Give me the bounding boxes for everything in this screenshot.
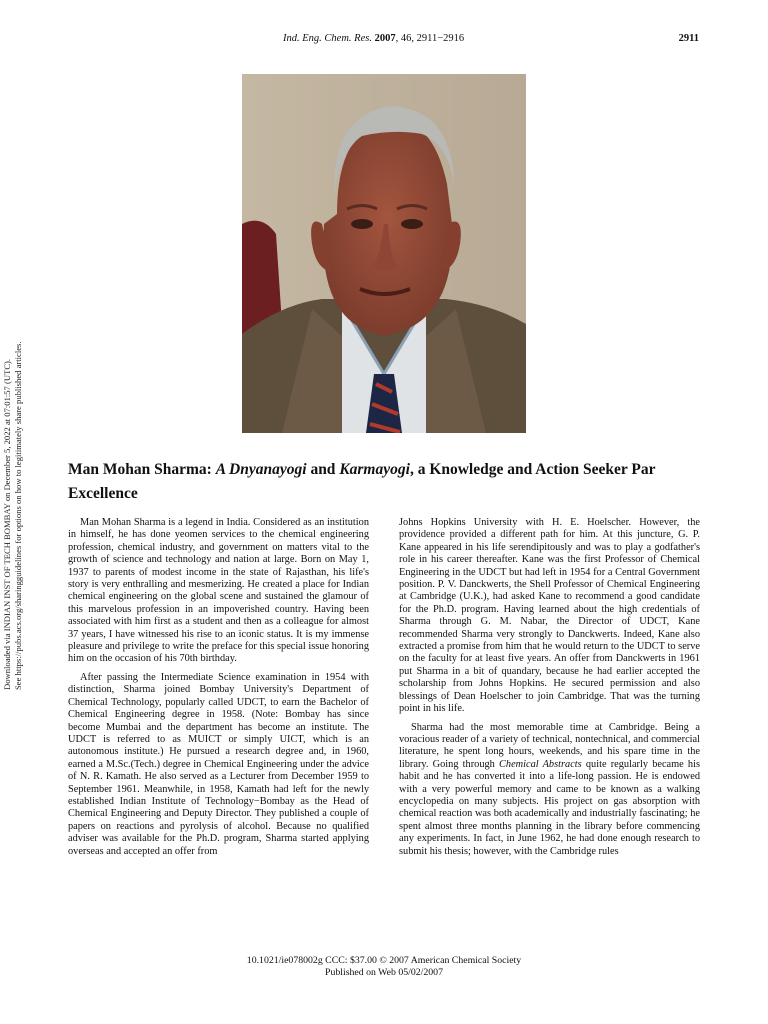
running-header: [0, 33, 768, 49]
paragraph: Man Mohan Sharma is a legend in India. Considered as an institution in himself, he has done yeomen services to the chemical engineering profession, chemical industry, and government on matters vital to the growth of science and technology and nation at large. Born on May 1, 1937 to parents of modest income in the state of Rajasthan, his life's story is very enthralling and mesmerizing. He created a place for Indian chemical engineering on the global scene and sustained the glamour of this marvelous profession in an impoverished country. Having been associated with him first as a student and then as a colleague for almost 37 years, I have witnessed his rise to an iconic status. It is my immense pleasure and privilege to write the preface for this special issue honoring him on the occasion of his 70th birthday.: [68, 517, 369, 665]
chemical-abstracts-title: Chemical Abstracts: [499, 758, 582, 770]
title-rest: , a Knowledge and Action Seeker Par Excellence: [68, 461, 656, 502]
article-title: [68, 458, 708, 506]
download-notice-line-1: Downloaded via INDIAN INST OF TECH BOMBAY on December 5, 2022 at 07:01:57 (UTC).: [2, 358, 12, 690]
right-column: [399, 517, 700, 864]
title-and: and: [306, 461, 340, 478]
paragraph-text: Sharma had the most memorable time at Cambridge. Being a voracious reader of a variety of technical, nontechnical, and commercial literature, he spent long hours, weekends, and his spare time in the library. Going through: [399, 721, 700, 770]
journal-pages: 2911−2916: [416, 33, 465, 44]
paragraph: After passing the Intermediate Science examination in 1954 with distinction, Sharma joined Bombay University's Department of Chemical Technology, popularly called UDCT, to earn the Bachelor of Chemical Engineering degree in 1958. (Note: Bombay has since become Mumbai and the department has become an institute. The UDCT is referred to as MUICT or simply UICT, which is an autonomous institute.) He pursued a research degree and, in 1960, earned a M.Sc.(Tech.) degree in Chemical Engineering under the advice of N. R. Kamath. He also served as a Lecturer from December 1959 to September 1961. Meanwhile, in 1958, Kamath had left for the newly established Indian Institute of Technology−Bombay as the Head of Chemical Engineering and Deputy Director. They published a couple of papers on reactions and pyrolysis of alcohol. Because no qualified adviser was available for the Ph.D. program, Sharma started applying overseas and accepted an offer from: [68, 671, 369, 857]
publication-date: Published on Web 05/02/2007: [325, 967, 443, 978]
download-notice: [0, 300, 30, 700]
paragraph-text: quite regularly became his habit and he has converted it into a life-long passion. He is endowed with a very powerful memory and came to be known as a walking encyclopedia on many subjects. His project on gas absorption with chemical reaction was both academically and industrially fascinating; he spent almost three months planning in the library before commencing any experiments. In fact, in June 1962, he had done enough research to submit his thesis; however, with the Cambridge rules: [399, 758, 701, 857]
paragraph: Johns Hopkins University with H. E. Hoelscher. However, the providence provided a different path for him. At this juncture, G. P. Kane appeared in his life serendipitously and was to play a godfather's role in his career thereafter. Kane was the first Professor of Chemical Engineering in the UDCT but had left in 1954 for a Central Government position. P. V. Danckwerts, the Shell Professor of Chemical Engineering at Cambridge (U.K.), had asked Kane to recommend a good candidate for the Ph.D. program. Having learned about the high credentials of Sharma through G. M. Nabar, the Director of UDCT, Kane recommended Sharma very strongly to Danckwerts. Indeed, Kane also extracted a promise from him that he would return to the UDCT to serve on the faculty for at least five years. An offer from Danckwerts in 1961 put Sharma in a bit of quandary, because he had earlier accepted the scholarship from Johns Hopkins. He secured permission and also blessings of Dean Hoelscher to join Cambridge. That was the turning point in his life.: [399, 517, 700, 715]
title-karmayogi: Karmayogi: [339, 461, 410, 478]
page-footer: [0, 955, 768, 979]
paragraph: [399, 722, 700, 858]
left-column: [68, 517, 369, 864]
portrait-photo: [242, 74, 526, 433]
journal-name: Ind. Eng. Chem. Res.: [283, 33, 372, 44]
journal-volume: 46: [400, 33, 412, 44]
title-name: Man Mohan Sharma:: [68, 461, 216, 478]
journal-year: 2007: [374, 33, 396, 44]
page-number: 2911: [678, 33, 699, 44]
doi-copyright-line: 10.1021/ie078002g CCC: $37.00 © 2007 American Chemical Society: [246, 955, 522, 966]
journal-citation: Ind. Eng. Chem. Res. 2007, 46, 2911−2916: [283, 33, 465, 44]
title-dnyanayogi: A Dnyanayogi: [215, 461, 307, 478]
download-notice-line-2: See https://pubs.acs.org/sharingguidelines for options on how to legitimately share published articles.: [13, 341, 23, 690]
